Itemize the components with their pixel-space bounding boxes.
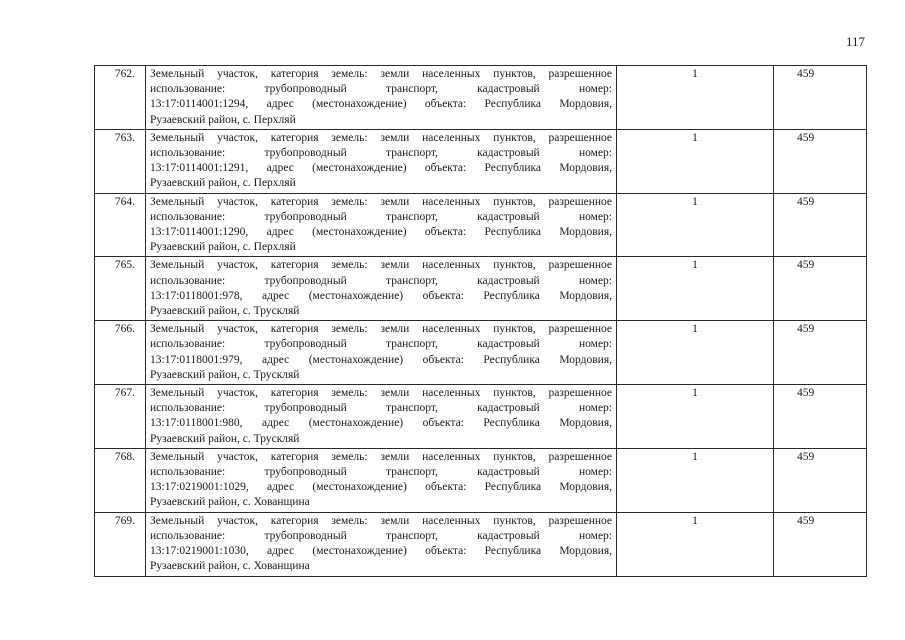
table-row [95, 448, 867, 512]
table-row [95, 257, 867, 321]
property-description [146, 512, 617, 576]
quantity-cell: 1 [617, 129, 774, 193]
description-line: Рузаевский район, с. Хованщина [150, 496, 310, 509]
description-line: использование: трубопроводный транспорт, кадастровый номер: [150, 466, 612, 479]
quantity-cell: 1 [617, 321, 774, 385]
property-description [146, 66, 617, 130]
table-row [95, 193, 867, 257]
description-line: Рузаевский район, с. Хованщина [150, 560, 310, 573]
price-cell: 459 [774, 66, 867, 130]
table-row [95, 512, 867, 576]
row-number: 763. [95, 129, 146, 193]
quantity-cell: 1 [617, 193, 774, 257]
table-body [95, 66, 867, 577]
row-number: 764. [95, 193, 146, 257]
description-line: Земельный участок, категория земель: земли населенных пунктов, разрешенное [150, 131, 612, 144]
description-line: Рузаевский район, с. Трускляй [150, 368, 300, 381]
property-description [146, 193, 617, 257]
price-cell: 459 [774, 385, 867, 449]
quantity-cell: 1 [617, 257, 774, 321]
description-line: Рузаевский район, с. Трускляй [150, 305, 300, 318]
row-number: 768. [95, 448, 146, 512]
description-line: использование: трубопроводный транспорт, кадастровый номер: [150, 529, 612, 542]
description-line: использование: трубопроводный транспорт, кадастровый номер: [150, 147, 612, 160]
property-description [146, 321, 617, 385]
description-line: Земельный участок, категория земель: земли населенных пунктов, разрешенное [150, 195, 612, 208]
price-cell: 459 [774, 193, 867, 257]
price-cell: 459 [774, 448, 867, 512]
description-line: Земельный участок, категория земель: земли населенных пунктов, разрешенное [150, 68, 612, 80]
description-line: Земельный участок, категория земель: земли населенных пунктов, разрешенное [150, 514, 612, 527]
description-line: Рузаевский район, с. Трускляй [150, 432, 300, 445]
row-number: 769. [95, 512, 146, 576]
table-row [95, 385, 867, 449]
description-line: использование: трубопроводный транспорт, кадастровый номер: [150, 210, 612, 223]
quantity-cell: 1 [617, 385, 774, 449]
property-description [146, 448, 617, 512]
quantity-cell: 1 [617, 512, 774, 576]
description-line: 13:17:0118001:978, адрес (местонахождение) объекта: Республика Мордовия, [150, 289, 612, 302]
price-cell: 459 [774, 129, 867, 193]
price-cell: 459 [774, 257, 867, 321]
description-line: 13:17:0114001:1291, адрес (местонахождение) объекта: Республика Мордовия, [150, 162, 612, 175]
description-line: 13:17:0219001:1029, адрес (местонахождение) объекта: Республика Мордовия, [150, 481, 612, 494]
price-cell: 459 [774, 321, 867, 385]
description-line: Земельный участок, категория земель: земли населенных пунктов, разрешенное [150, 450, 612, 463]
property-description [146, 129, 617, 193]
table-row [95, 66, 867, 130]
description-line: 13:17:0114001:1290, адрес (местонахождение) объекта: Республика Мордовия, [150, 226, 612, 239]
description-line: Земельный участок, категория земель: земли населенных пунктов, разрешенное [150, 387, 612, 400]
description-line: 13:17:0219001:1030, адрес (местонахождение) объекта: Республика Мордовия, [150, 545, 612, 558]
row-number: 762. [95, 66, 146, 130]
description-line: использование: трубопроводный транспорт, кадастровый номер: [150, 83, 612, 96]
property-description [146, 257, 617, 321]
table-row [95, 129, 867, 193]
table-row [95, 321, 867, 385]
quantity-cell: 1 [617, 66, 774, 130]
description-line: Рузаевский район, с. Перхляй [150, 177, 296, 190]
description-line: Рузаевский район, с. Перхляй [150, 241, 296, 254]
description-line: Земельный участок, категория земель: земли населенных пунктов, разрешенное [150, 323, 612, 336]
quantity-cell: 1 [617, 448, 774, 512]
description-line: 13:17:0118001:980, адрес (местонахождение) объекта: Республика Мордовия, [150, 417, 612, 430]
row-number: 766. [95, 321, 146, 385]
description-line: использование: трубопроводный транспорт, кадастровый номер: [150, 338, 612, 351]
page-number: 117 [846, 34, 866, 49]
description-line: Рузаевский район, с. Перхляй [150, 113, 296, 126]
description-line: 13:17:0114001:1294, адрес (местонахождение) объекта: Республика Мордовия, [150, 98, 612, 111]
description-line: использование: трубопроводный транспорт, кадастровый номер: [150, 274, 612, 287]
price-cell: 459 [774, 512, 867, 576]
row-number: 767. [95, 385, 146, 449]
description-line: 13:17:0118001:979, адрес (местонахождение) объекта: Республика Мордовия, [150, 353, 612, 366]
property-description [146, 385, 617, 449]
row-number: 765. [95, 257, 146, 321]
description-line: Земельный участок, категория земель: земли населенных пунктов, разрешенное [150, 259, 612, 272]
description-line: использование: трубопроводный транспорт, кадастровый номер: [150, 402, 612, 415]
property-table [94, 65, 867, 577]
